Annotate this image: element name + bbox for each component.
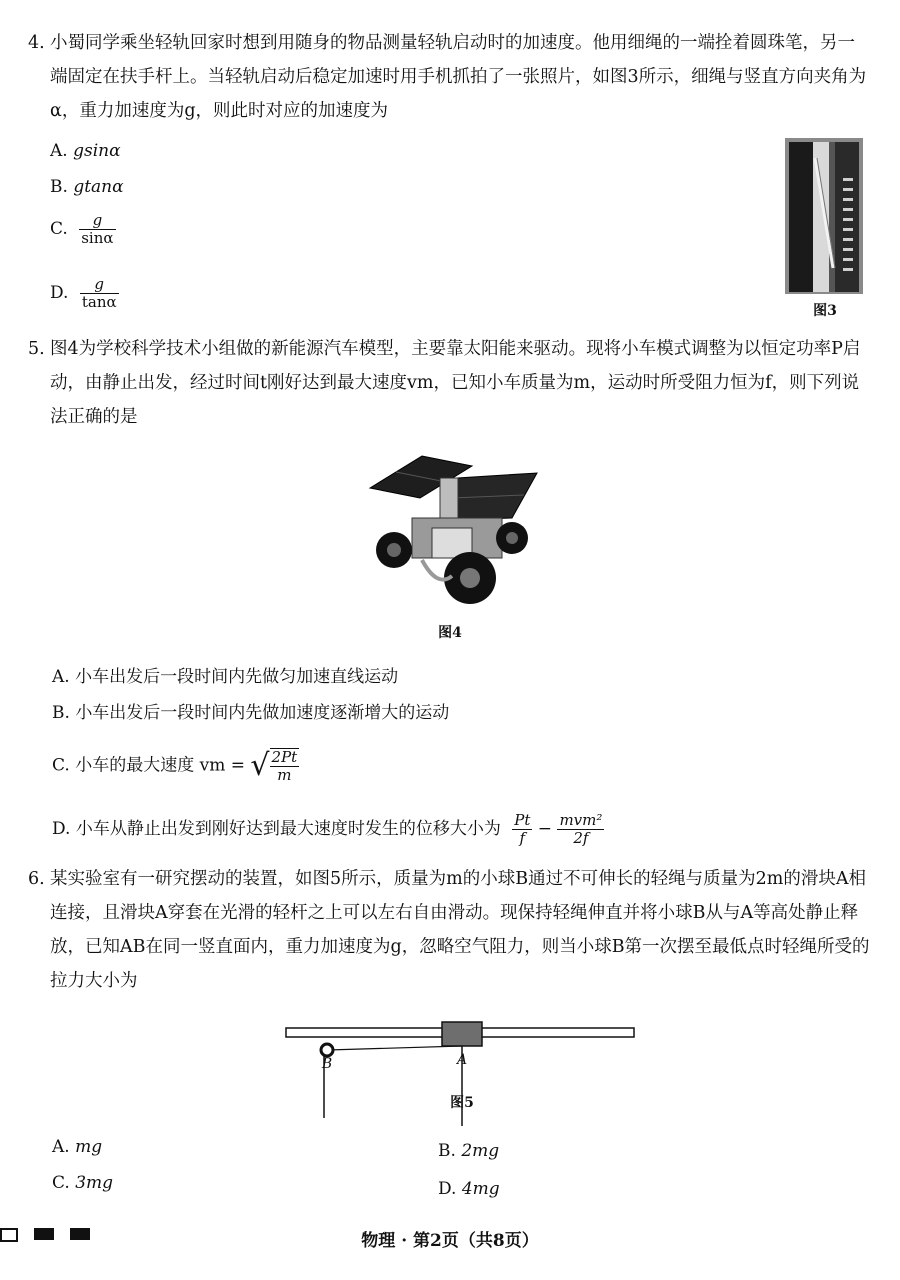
page-footer: 物理 · 第2页（共8页） xyxy=(361,1231,539,1251)
option-d: D. 4mg xyxy=(438,1179,500,1199)
figure-5-diagram xyxy=(280,1020,640,1132)
square-root: √ $\frac{2Pt}{m}$ xyxy=(250,748,298,784)
ball xyxy=(321,1044,333,1056)
rope xyxy=(328,1046,462,1050)
fraction: $\frac{g}{\sin\alpha}$ xyxy=(81,211,114,247)
option-a: A. 小车出发后一段时间内先做匀加速直线运动 xyxy=(52,667,399,687)
question-number: 5. xyxy=(28,339,45,359)
question-stem: 小蜀同学乘坐轻轨回家时想到用随身的物品测量轻轨启动时的加速度。他用细绳的一端拴着圆珠笔，另一端固定在扶手杆上。当轻轨启动后稳定加速时用手机抓拍了一张照片，如图3所示，细绳与竖直方向夹角为α，重力加速度为g，则此时对应的加速度为 xyxy=(50,33,867,121)
question-stem: 图4为学校科学技术小组做的新能源汽车模型，主要靠太阳能来驱动。现将小车模式调整为以恒定功率P启动，由静止出发，经过时间t刚好达到最大速度vm，已知小车质量为m，运动时所受阻力恒为f，则下列说法正确的是 xyxy=(50,339,861,427)
option-d: D. 小车从静止出发到刚好达到最大速度时发生的位移大小为 $\frac{Pt}{f}$ − $\frac{\text{mvm²}}{2f}$ xyxy=(52,811,603,847)
label-b: B xyxy=(321,1056,333,1072)
figure-3-photo xyxy=(785,138,863,294)
slider-block xyxy=(442,1022,482,1046)
option-d: D. $\frac{g}{\tan\alpha}$ xyxy=(50,275,117,311)
question-number: 6. xyxy=(28,869,45,889)
question-5 xyxy=(28,332,870,434)
question-stem: 某实验室有一研究摆动的装置，如图5所示，质量为m的小球B通过不可伸长的轻绳与质量为2m的滑块A相连接，且滑块A穿套在光滑的轻杆之上可以左右自由滑动。现保持轻绳伸直并将小球B从与A等高处静止释放，已知AB在同一竖直面内，重力加速度为g，忽略空气阻力，则当小球B第一次摆至最低点时轻绳所受的拉力大小为 xyxy=(50,869,870,991)
question-number: 4. xyxy=(28,33,45,53)
figure-4-solar-car-photo xyxy=(362,448,547,608)
option-a: A. mg xyxy=(52,1137,103,1157)
figure-5-caption: 图5 xyxy=(450,1095,474,1111)
fraction: $\frac{\text{mvm²}}{2f}$ xyxy=(559,811,603,847)
option-a: A. gsinα xyxy=(50,141,121,161)
option-b: B. 2mg xyxy=(438,1141,500,1161)
figure-4-caption: 图4 xyxy=(438,625,462,641)
figure-3-caption: 图3 xyxy=(813,303,837,319)
label-a: A xyxy=(456,1052,468,1068)
option-b: B. gtanα xyxy=(50,177,124,197)
fraction: $\frac{g}{\tan\alpha}$ xyxy=(81,275,117,311)
option-c: C. 小车的最大速度 vm = √ $\frac{2Pt}{m}$ xyxy=(52,748,298,784)
option-b: B. 小车出发后一段时间内先做加速度逐渐增大的运动 xyxy=(52,703,450,723)
option-c: C. $\frac{g}{\sin\alpha}$ xyxy=(50,211,114,247)
option-c: C. 3mg xyxy=(52,1173,114,1193)
question-4 xyxy=(28,26,870,128)
question-6 xyxy=(28,862,870,998)
fraction: $\frac{Pt}{f}$ xyxy=(514,811,531,847)
